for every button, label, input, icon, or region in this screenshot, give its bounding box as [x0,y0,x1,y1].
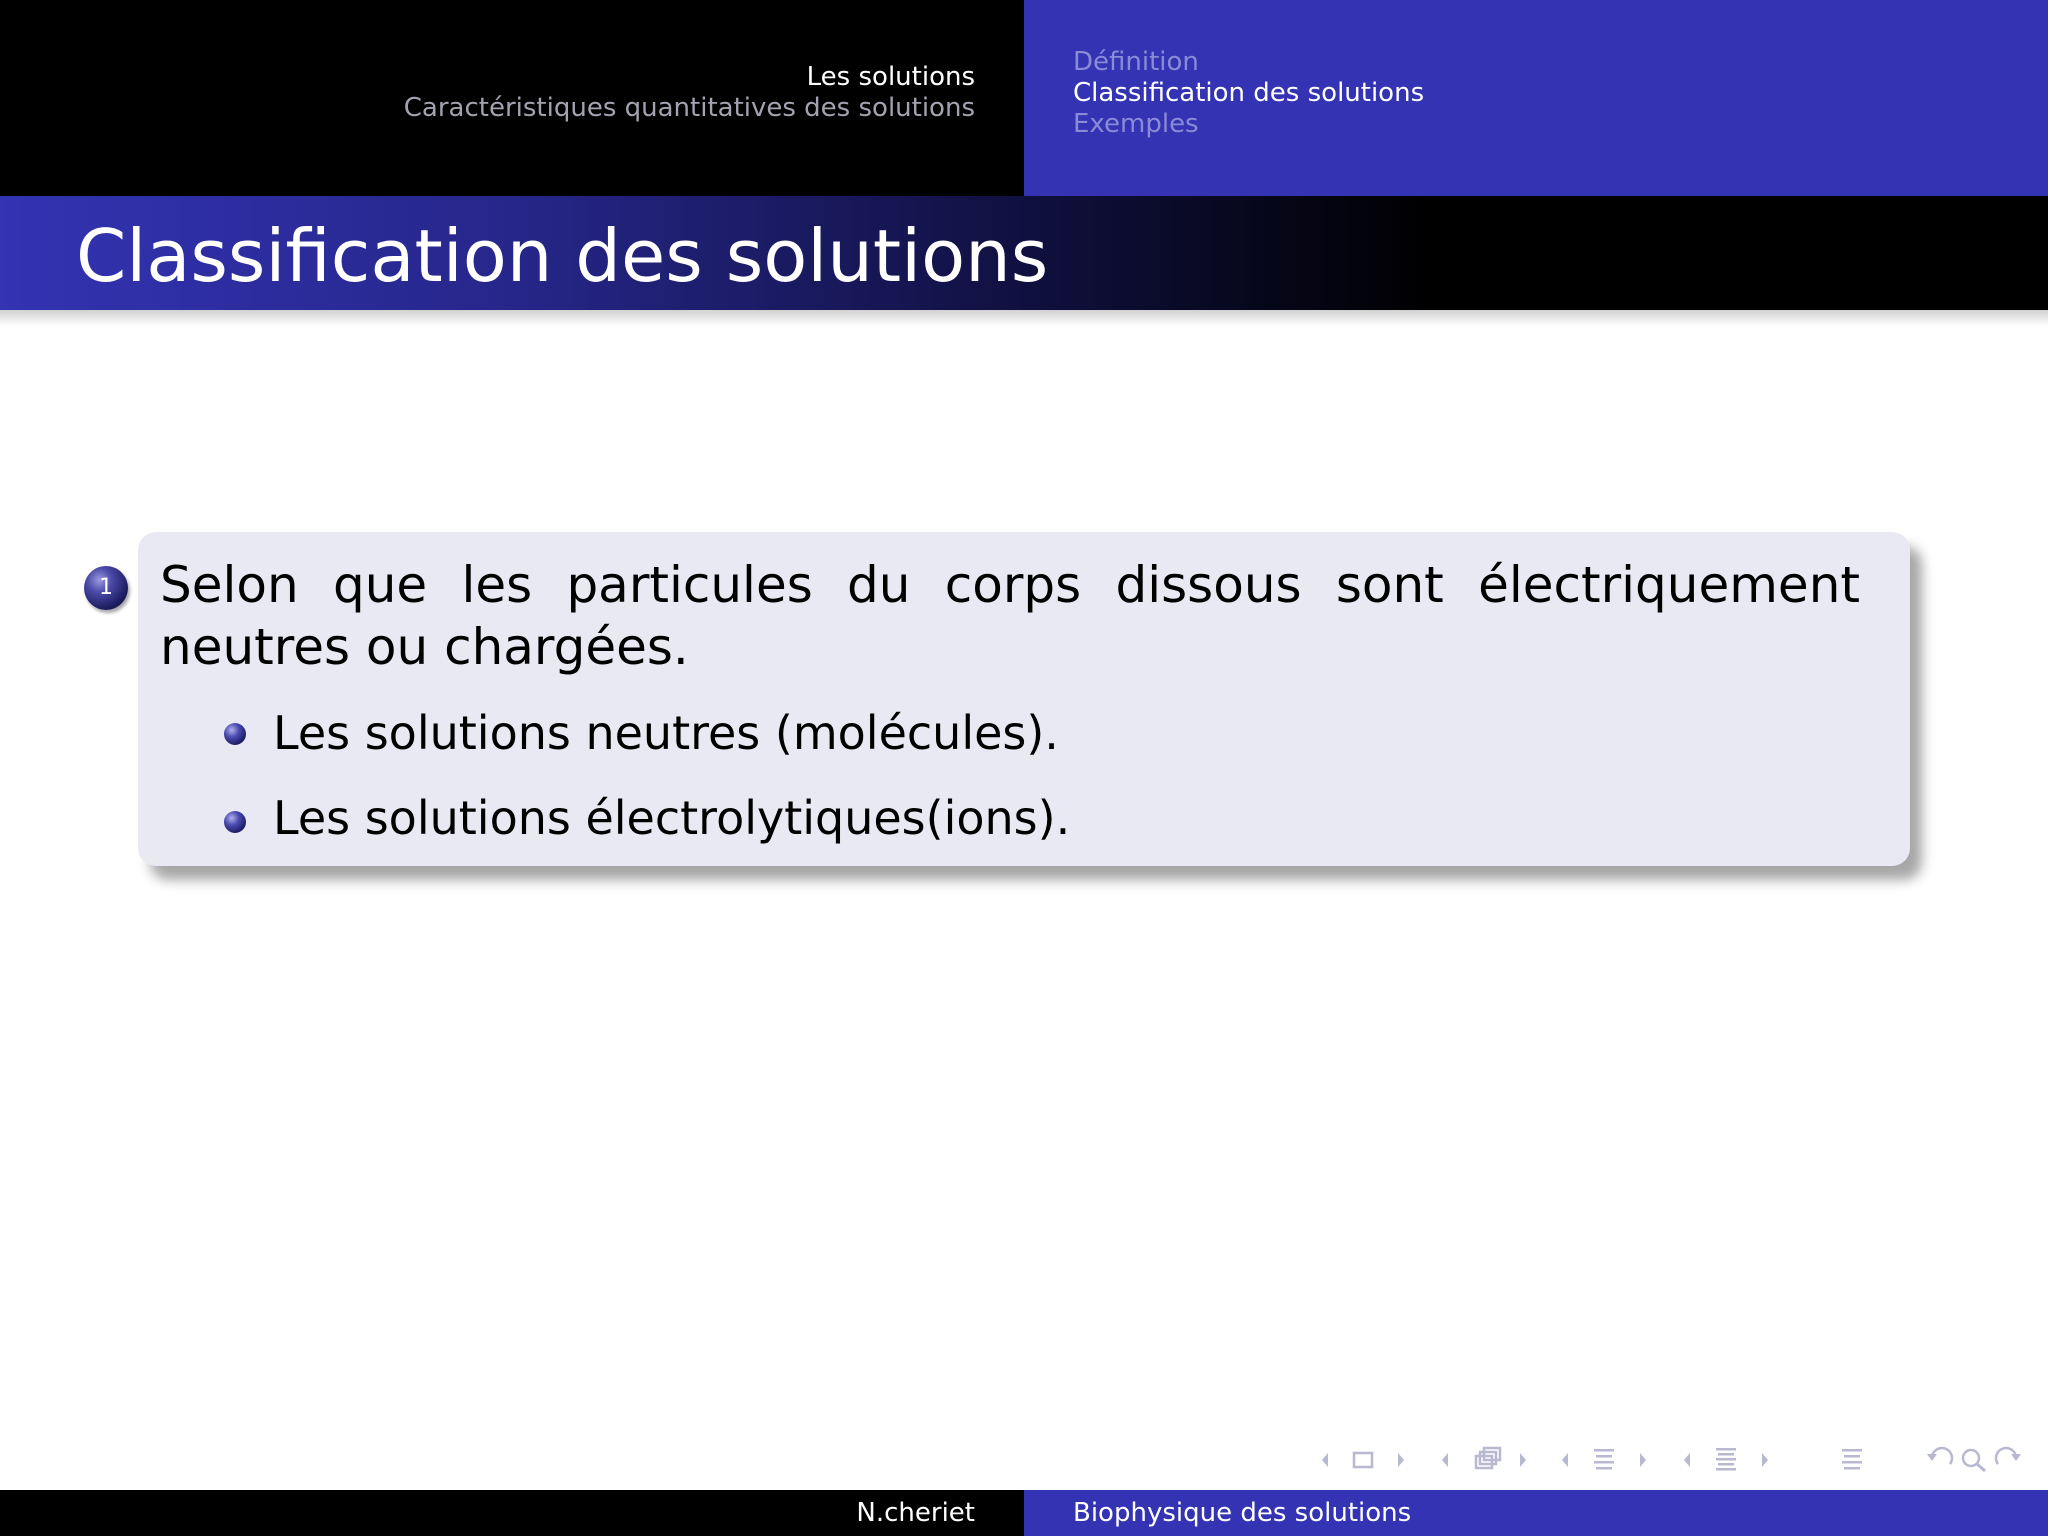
footer-title: Biophysique des solutions [1073,1498,1412,1528]
section-link-les-solutions[interactable]: Les solutions [806,62,975,92]
bullet-item: Les solutions neutres (molécules). [273,706,1059,760]
navigation-symbols [1318,1442,2038,1478]
frame-title: Classification des solutions [76,214,1049,298]
nav-document-icon[interactable] [1680,1442,1772,1478]
nav-search-icon[interactable] [1958,1442,1990,1478]
nav-frame-icon[interactable] [1318,1442,1408,1478]
header-sections-panel [0,0,1024,196]
section-link-caracteristiques[interactable]: Caractéristiques quantitatives des solutions [403,93,975,123]
subsection-link-definition[interactable]: Définition [1073,47,1199,77]
nav-forward-icon[interactable] [1992,1442,2024,1478]
subsection-link-exemples[interactable]: Exemples [1073,109,1199,139]
section-navigation [404,62,975,124]
frame-title-bar [0,196,2048,310]
nav-appendix-icon[interactable] [1838,1442,1868,1478]
nav-subsection-icon[interactable] [1438,1442,1530,1478]
enumerated-item-text: Selon que les particules du corps dissous sont électriquement neutres ou chargées. [160,556,1860,676]
footer-title-panel [1024,1490,2048,1536]
nav-back-icon[interactable] [1924,1442,1956,1478]
header-subsections-panel [1024,0,2048,196]
footer-author: N.cheriet [856,1498,975,1528]
bullet-ball-icon [224,811,246,833]
enumeration-ball: 1 [84,566,128,610]
subsection-link-classification[interactable]: Classification des solutions [1073,78,1425,108]
subsection-navigation [1073,47,1424,140]
bullet-ball-icon [224,723,246,745]
footer-author-panel [0,1490,1024,1536]
nav-section-icon[interactable] [1558,1442,1650,1478]
bullet-item: Les solutions électrolytiques(ions). [273,791,1071,845]
